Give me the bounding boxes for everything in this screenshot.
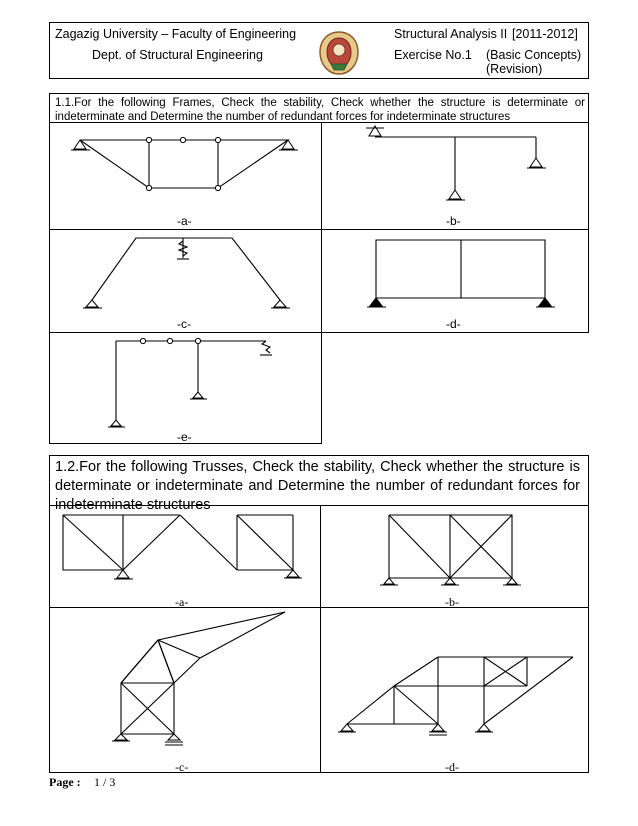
frame-c-caption: -c-	[177, 317, 191, 331]
academic-year: [2011-2012]	[512, 27, 578, 41]
page-number: 1 / 3	[94, 775, 116, 789]
department-title: Dept. of Structural Engineering	[92, 48, 263, 62]
frame-b-caption: -b-	[446, 214, 461, 228]
trusses-question-text: 1.2.For the following Trusses, Check the stability, Check whether the structure is determinate or indeterminate and Determine the number of redundant forces for indeterminate structures	[55, 459, 580, 513]
truss-a-caption: -a-	[175, 595, 189, 609]
frame-d-caption: -d-	[446, 317, 461, 331]
page-label: Page :	[49, 775, 81, 789]
frame-a-caption: -a-	[177, 214, 192, 228]
frames-question-text: 1.1.For the following Frames, Check the stability, Check whether the structure is determinate or indeterminate and Determine the number of redundant forces for indeterminate structures	[55, 97, 585, 123]
truss-c-caption: -c-	[175, 760, 189, 774]
frame-e-caption: -e-	[177, 430, 192, 444]
university-title: Zagazig University – Faculty of Engineering	[55, 27, 297, 41]
exercise-number: Exercise No.1	[394, 48, 472, 62]
exercise-topic: (Basic Concepts)	[486, 48, 582, 62]
truss-d-caption: -d-	[445, 760, 459, 774]
truss-b-caption: -b-	[445, 595, 459, 609]
revision-label: (Revision)	[486, 62, 543, 76]
course-title: Structural Analysis II	[394, 27, 508, 41]
